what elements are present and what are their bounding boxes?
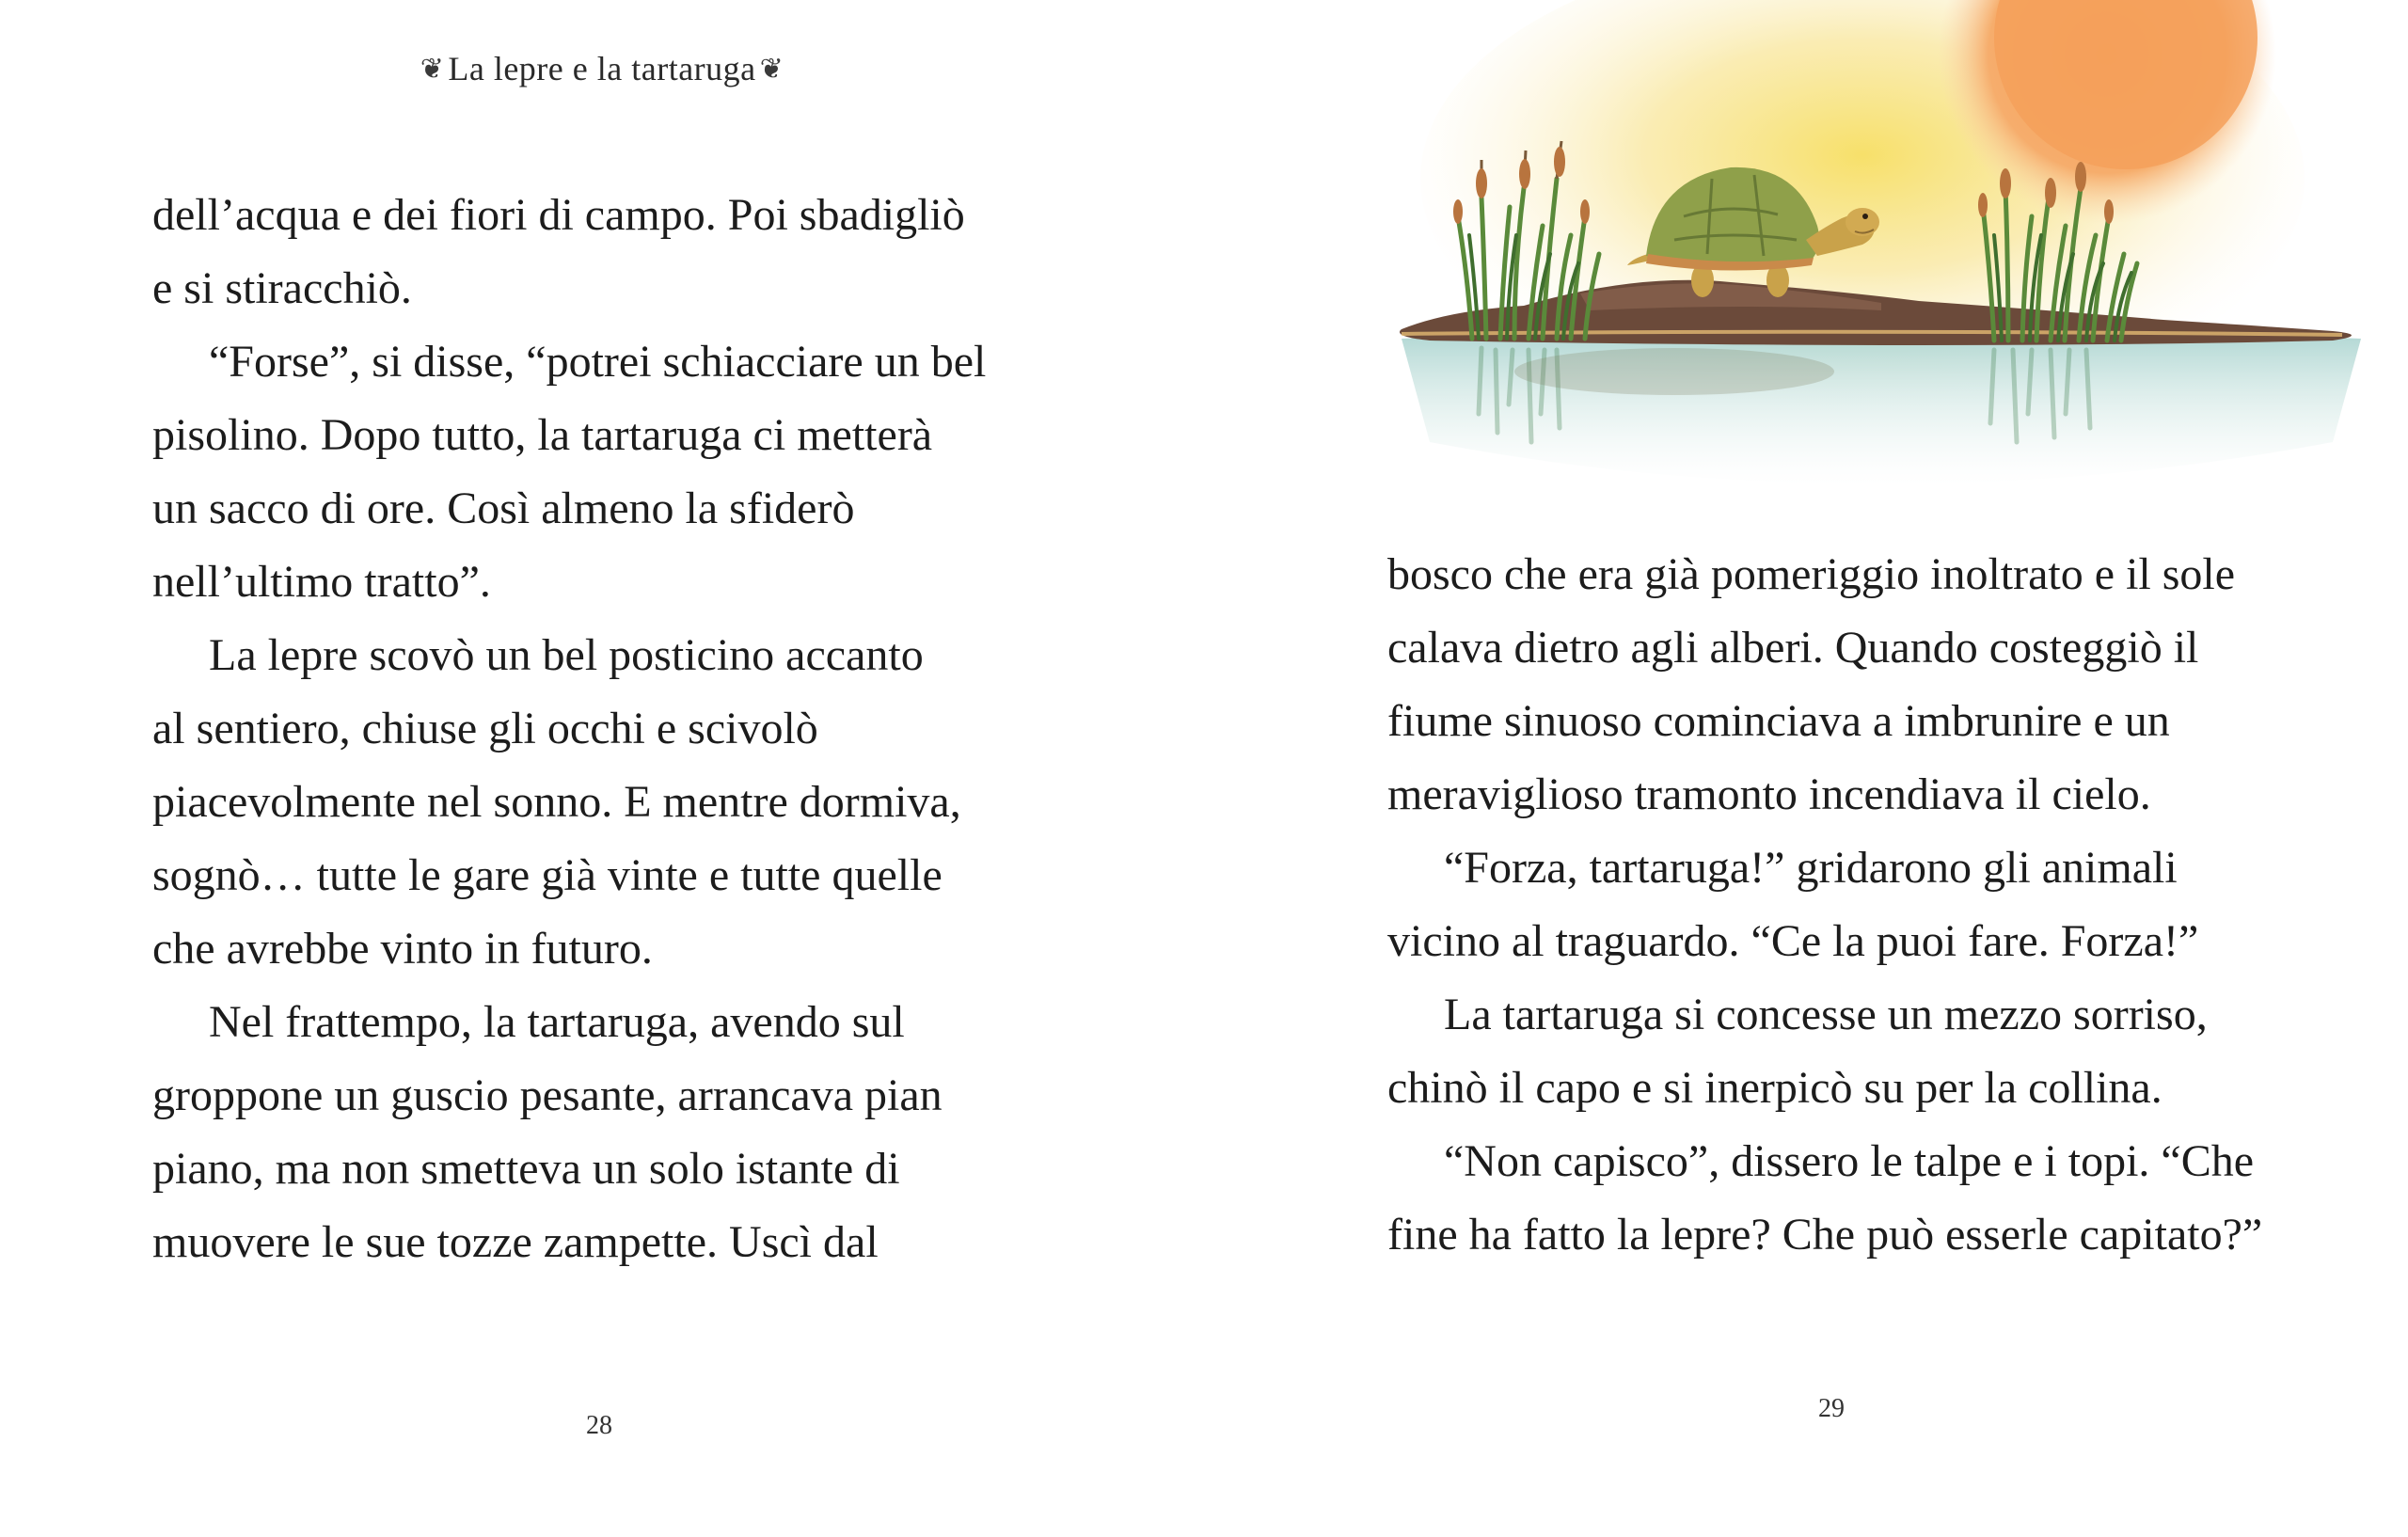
text-line: “Forza, tartaruga!” gridarono gli animali (1444, 843, 2178, 893)
turtle-on-log-picture (1392, 0, 2389, 508)
text-line: pisolino. Dopo tutto, la tartaruga ci metterà (152, 410, 933, 460)
text-line: “Non capisco”, dissero le talpe e i topi. “Che (1444, 1136, 2255, 1186)
page-number-left: 28 (586, 1411, 612, 1440)
text-line: La tartaruga si concesse un mezzo sorriso, (1444, 990, 2208, 1039)
text-line: dell’acqua e dei fiori di campo. Poi sbadigliò (152, 190, 965, 240)
text-line: bosco che era già pomeriggio inoltrato e il sole (1387, 549, 2236, 599)
text-line: Nel frattempo, la tartaruga, avendo sul (209, 997, 905, 1047)
text-line: meraviglioso tramonto incendiava il cielo. (1387, 769, 2151, 819)
text-line: chinò il capo e si inerpicò su per la collina. (1387, 1063, 2162, 1113)
text-line: calava dietro agli alberi. Quando costeggiò il (1387, 623, 2199, 673)
right-page (1204, 0, 2408, 1537)
text-line: groppone un guscio pesante, arrancava pian (152, 1070, 943, 1120)
text-line: sognò… tutte le gare già vinte e tutte quelle (152, 850, 943, 900)
text-line: piano, ma non smetteva un solo istante di (152, 1144, 900, 1194)
text-line: La lepre scovò un bel posticino accanto (209, 630, 924, 680)
right-page-body-text (1387, 538, 2328, 1272)
text-line: e si stiracchiò. (152, 263, 412, 313)
text-line: un sacco di ore. Così almeno la sfiderò (152, 483, 855, 533)
ornament-right-icon: ❦ (759, 54, 784, 85)
page-number-right: 29 (1818, 1394, 1845, 1423)
text-line: al sentiero, chiuse gli occhi e scivolò (152, 704, 818, 753)
text-line: vicino al traguardo. “Ce la puoi fare. Forza!” (1387, 916, 2199, 966)
text-line: nell’ultimo tratto”. (152, 557, 491, 607)
text-line: piacevolmente nel sonno. E mentre dormiva, (152, 777, 961, 827)
text-line: fine ha fatto la lepre? Che può esserle capitato?” (1387, 1210, 2263, 1260)
text-line: che avrebbe vinto in futuro. (152, 924, 653, 974)
running-header (0, 49, 1204, 88)
text-line: “Forse”, si disse, “potrei schiacciare un bel (209, 337, 987, 387)
running-header-title: La lepre e la tartaruga (448, 50, 756, 87)
left-page-body-text (152, 179, 1093, 1279)
ornament-left-icon: ❦ (420, 54, 445, 85)
text-line: fiume sinuoso cominciava a imbrunire e un (1387, 696, 2170, 746)
text-line: muovere le sue tozze zampette. Uscì dal (152, 1217, 879, 1267)
turtle-illustration (1392, 0, 2389, 508)
